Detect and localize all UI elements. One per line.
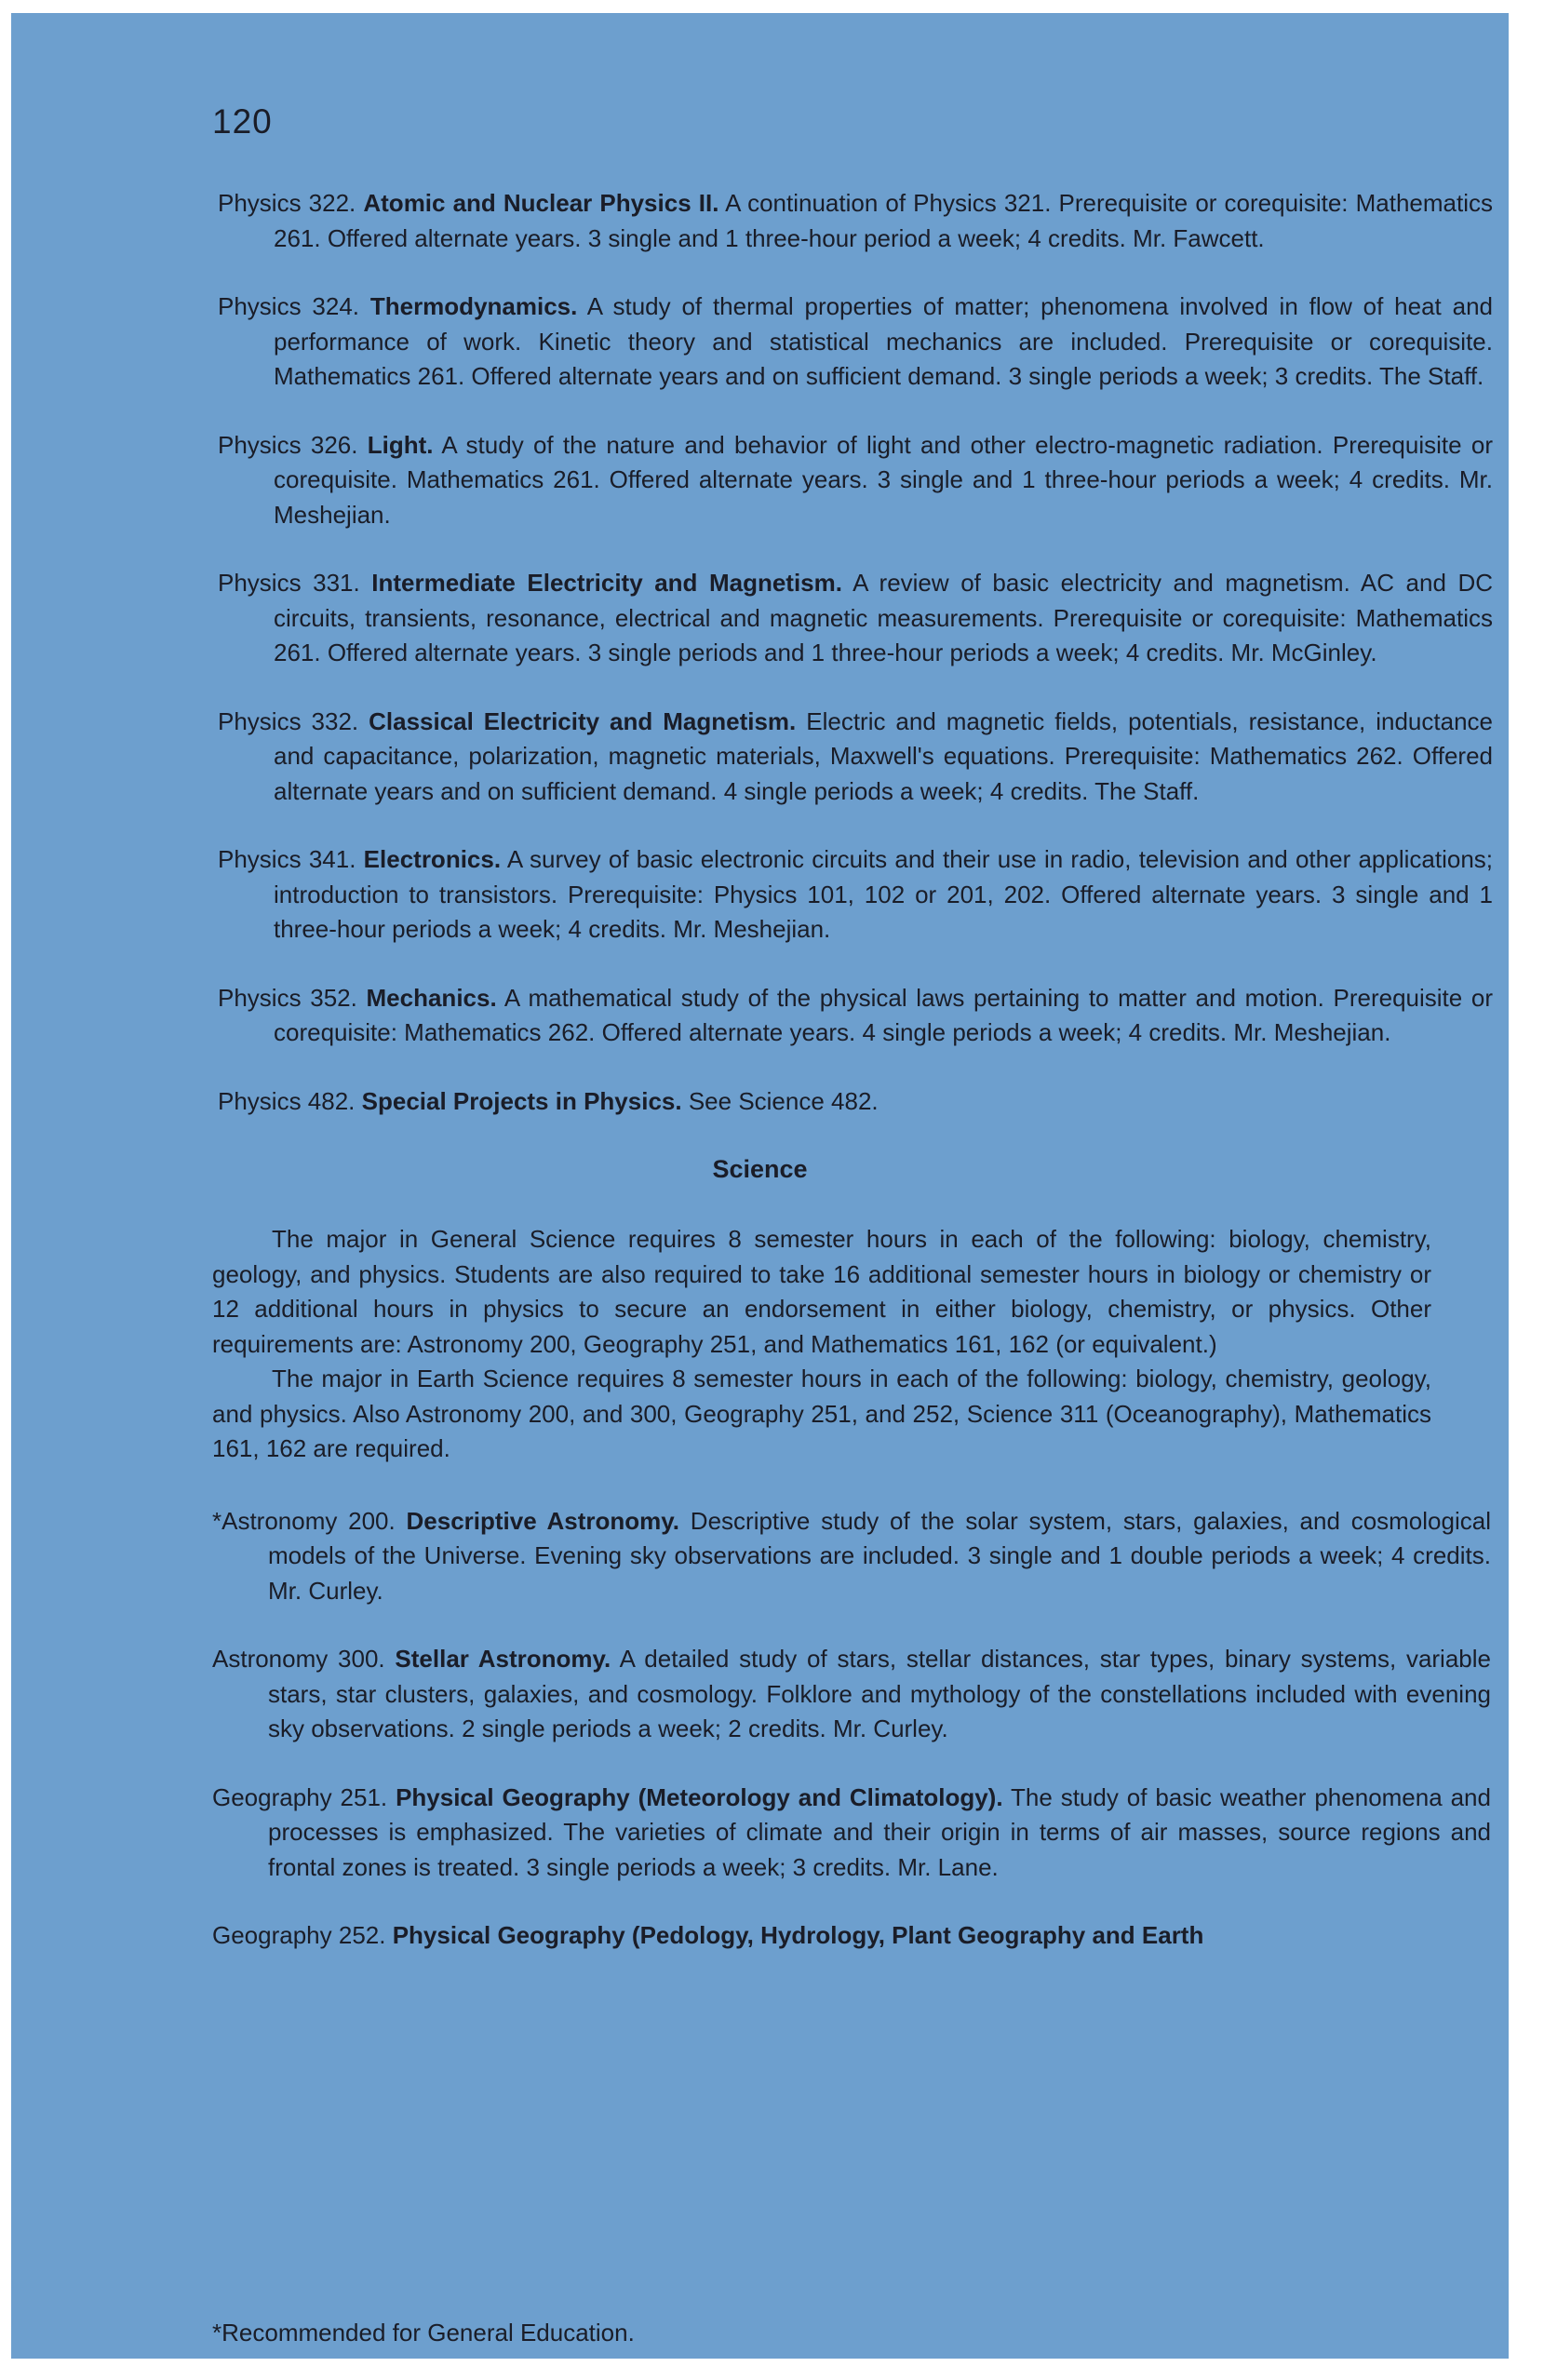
- course-code: Physics 352.: [218, 983, 357, 1012]
- course-title: Thermodynamics.: [369, 292, 578, 320]
- course-entry-geography-252: [212, 1918, 1491, 1954]
- course-title: Light.: [367, 430, 434, 459]
- course-entry-astronomy-200: [212, 1504, 1491, 1609]
- page-content: [11, 186, 1509, 1987]
- course-entry-physics-341: [218, 842, 1493, 948]
- course-entry-physics-352: [218, 981, 1493, 1051]
- course-title: Electronics.: [363, 845, 502, 873]
- course-description: A study of thermal properties of matter; phenomena involved in flow of heat and performance of work. Kinetic theory and statistical mechanics are included. Prerequisite or corequisite. Mathematics 261. Offered alternate years and on sufficient demand. 3 single periods a week; 3 credits. The Staff.: [274, 292, 1493, 390]
- course-description: Electric and magnetic fields, potentials, resistance, inductance and capacitance, polarization, magnetic materials, Maxwell's equations. Prerequisite: Mathematics 262. Offered alternate years and on sufficient demand. 4 single periods a week; 4 credits. The Staff.: [274, 706, 1493, 805]
- course-entry-geography-251: [212, 1781, 1491, 1886]
- course-code: Astronomy 300.: [212, 1645, 385, 1673]
- course-code: Geography 251.: [212, 1782, 388, 1811]
- course-code: Physics 482.: [218, 1086, 356, 1115]
- course-description: A mathematical study of the physical laws pertaining to matter and motion. Prerequisite or corequisite: Mathematics 262. Offered alternate years. 4 single periods a week; 4 credits. Mr. Meshejian.: [274, 983, 1493, 1046]
- course-description: A detailed study of stars, stellar distances, star types, binary systems, variable stars, star clusters, galaxies, and cosmology. Folklore and mythology of the constellations included with evening sky observations. 2 single periods a week; 2 credits. Mr. Curley.: [268, 1645, 1491, 1742]
- section-heading-science: Science: [712, 1155, 808, 1183]
- course-description: A review of basic electricity and magnetism. AC and DC circuits, transients, resonance, electrical and magnetic measurements. Prerequisite or corequisite: Mathematics 261. Offered alternate years. 3 single periods and 1 three-hour periods a week; 4 credits. Mr. McGinley.: [274, 569, 1494, 666]
- science-requirements: [11, 1222, 1509, 1467]
- course-title: Special Projects in Physics.: [361, 1086, 682, 1115]
- course-title: Physical Geography (Meteorology and Climatology).: [396, 1782, 1003, 1811]
- requirements-paragraph: The major in General Science requires 8 semester hours in each of the following: biology, chemistry, geology, and physics. Students are also required to take 16 additional semester hours in biology or chemistry or 12 additional hours in physics to secure an endorsement in either biology, chemistry, or physics. Other requirements are: Astronomy 200, Geography 251, and Mathematics 161, 162 (or equivalent.): [212, 1225, 1431, 1358]
- course-title: Stellar Astronomy.: [395, 1645, 611, 1673]
- course-description: See Science 482.: [688, 1086, 879, 1115]
- course-title: Physical Geography (Pedology, Hydrology, Plant Geography and Earth: [392, 1921, 1204, 1949]
- course-description: A survey of basic electronic circuits and their use in radio, television and other applications; introduction to transistors. Prerequisite: Physics 101, 102 or 201, 202. Offered alternate years. 3 single and 1 three-hour periods a week; 4 credits. Mr. Meshejian.: [274, 845, 1493, 943]
- course-code: Physics 326.: [218, 430, 358, 459]
- catalog-page: [11, 13, 1509, 2359]
- course-description: Descriptive study of the solar system, stars, galaxies, and cosmological models of the Universe. Evening sky observations are included. 3 single and 1 double periods a week; 4 credits. Mr. Curley.: [268, 1506, 1491, 1605]
- course-description: A study of the nature and behavior of light and other electro-magnetic radiation. Prerequisite or corequisite. Mathematics 261. Offered alternate years. 3 single and 1 three-hour periods a week; 4 credits. Mr. Meshejian.: [274, 430, 1493, 529]
- course-entry-astronomy-300: [212, 1642, 1491, 1747]
- requirements-paragraph: The major in Earth Science requires 8 semester hours in each of the following: biology, chemistry, geology, and physics. Also Astronomy 200, and 300, Geography 251, and 252, Science 311 (Oceanography), Mathematics 161, 162 are required.: [212, 1365, 1431, 1462]
- footnote: *Recommended for General Education.: [212, 2319, 635, 2346]
- course-code: Physics 332.: [218, 706, 359, 735]
- course-code: *Astronomy 200.: [212, 1506, 396, 1535]
- course-code: Physics 324.: [218, 292, 360, 320]
- course-entry-physics-322: [218, 186, 1493, 256]
- course-code: Physics 322.: [218, 189, 356, 217]
- course-title: Intermediate Electricity and Magnetism.: [371, 569, 842, 597]
- course-entry-physics-324: [218, 289, 1493, 395]
- course-entry-physics-331: [218, 566, 1493, 671]
- course-entry-physics-326: [218, 428, 1493, 533]
- course-title: Atomic and Nuclear Physics II.: [363, 189, 719, 217]
- course-entry-physics-332: [218, 705, 1493, 810]
- course-title: Mechanics.: [366, 983, 497, 1012]
- course-title: Descriptive Astronomy.: [406, 1506, 680, 1535]
- course-code: Physics 331.: [218, 569, 360, 597]
- page-number: 120: [212, 102, 273, 141]
- course-description: A continuation of Physics 321. Prerequisite or corequisite: Mathematics 261. Offered alternate years. 3 single and 1 three-hour period a week; 4 credits. Mr. Fawcett.: [274, 189, 1493, 252]
- course-entry-physics-482: [218, 1084, 1493, 1120]
- course-code: Geography 252.: [212, 1921, 386, 1949]
- course-code: Physics 341.: [218, 845, 356, 873]
- course-title: Classical Electricity and Magnetism.: [369, 706, 797, 735]
- course-description: The study of basic weather phenomena and processes is emphasized. The varieties of climate and their origin in terms of air masses, source regions and frontal zones is treated. 3 single periods a week; 3 credits. Mr. Lane.: [268, 1782, 1491, 1881]
